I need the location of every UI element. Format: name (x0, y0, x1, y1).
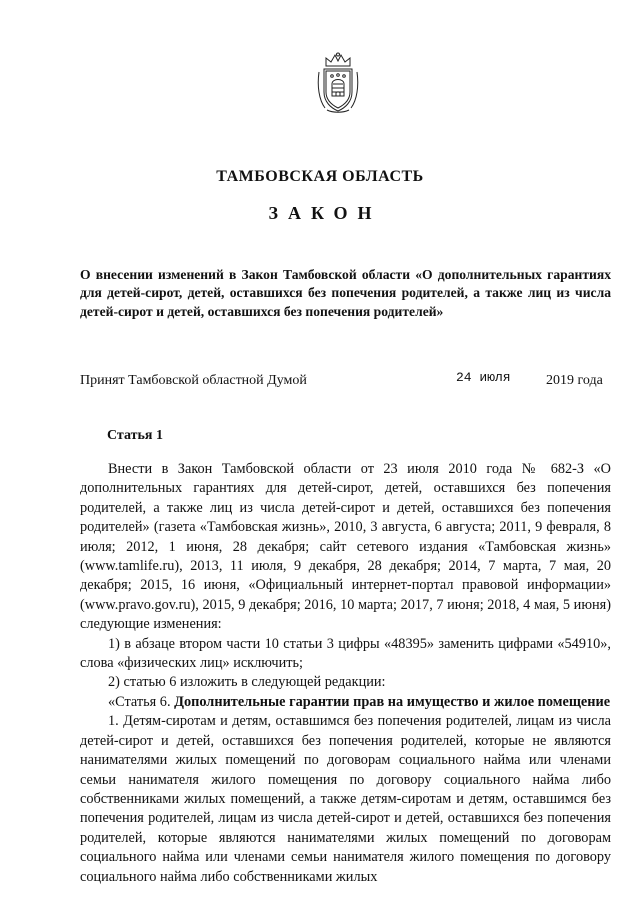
article-body (80, 460, 611, 887)
adoption-text: Принят Тамбовской областной Думой (80, 373, 307, 388)
article-heading: Статья 1 (107, 428, 163, 443)
document-type: ЗАКОН (268, 203, 382, 223)
paragraph: 1. Детям-сиротам и детям, оставшимся без попечения родителей, лицам из числа детей-сирот и детей, оставшихся без попечения родителей, которые не являются нанимателями жилых помещений по договорам социального найма или членами семьи нанимателя жилого помещения по договору социального найма либо собственниками жилых помещений, а также детям-сиротам и детям, оставшимся без попечения родителей, лицам из числа детей-сирот и детей, оставшихся без попечения родителей, которые являются нанимателями жилых помещений по договорам социального найма или членами семьи нанимателя жилого помещения по договору социального найма либо собственниками жилых (80, 713, 611, 885)
law-title: О внесении изменений в Закон Тамбовской области «О дополнительных гарантиях для детей-сирот, детей, оставшихся без попечения родителей, а также лиц из числа детей-сирот и детей, оставшихся без попечения родителей» (80, 267, 611, 319)
paragraph (80, 693, 611, 712)
coat-of-arms-icon (315, 52, 361, 114)
region-name: ТАМБОВСКАЯ ОБЛАСТЬ (216, 168, 424, 185)
article-6-prefix: «Статья 6. (108, 693, 171, 710)
article-6-title: Дополнительные гарантии прав на имущество и жилое помещение (174, 693, 611, 710)
paragraph: 1) в абзаце втором части 10 статьи 3 цифры «48395» заменить цифрами «54910», слова «физических лиц» исключить; (80, 635, 611, 672)
adoption-year: 2019 года (546, 373, 603, 388)
adoption-date: 24 июля (456, 370, 511, 385)
paragraph: Внести в Закон Тамбовской области от 23 июля 2010 года № 682-З «О дополнительных гарантиях для детей-сирот, детей, оставшихся без попечения родителей, а также лиц из числа детей-сирот и детей, оставшихся без попечения родителей» (газета «Тамбовская жизнь», 2010, 3 августа, 6 августа; 2011, 9 февраля, 8 июля; 2012, 1 июня, 28 декабря; сайт сетевого издания «Тамбовская жизнь» (www.tamlife.ru), 2013, 11 июля, 9 декабря, 28 декабря; 2014, 7 марта, 7 мая, 20 декабря; 2015, 16 июня, «Официальный интернет-портал правовой информации» (www.pravo.gov.ru), 2015, 9 декабря; 2016, 10 марта; 2017, 7 июня; 2018, 4 мая, 5 июня) следующие изменения: (80, 461, 611, 633)
paragraph: 2) статью 6 изложить в следующей редакции: (108, 674, 386, 691)
